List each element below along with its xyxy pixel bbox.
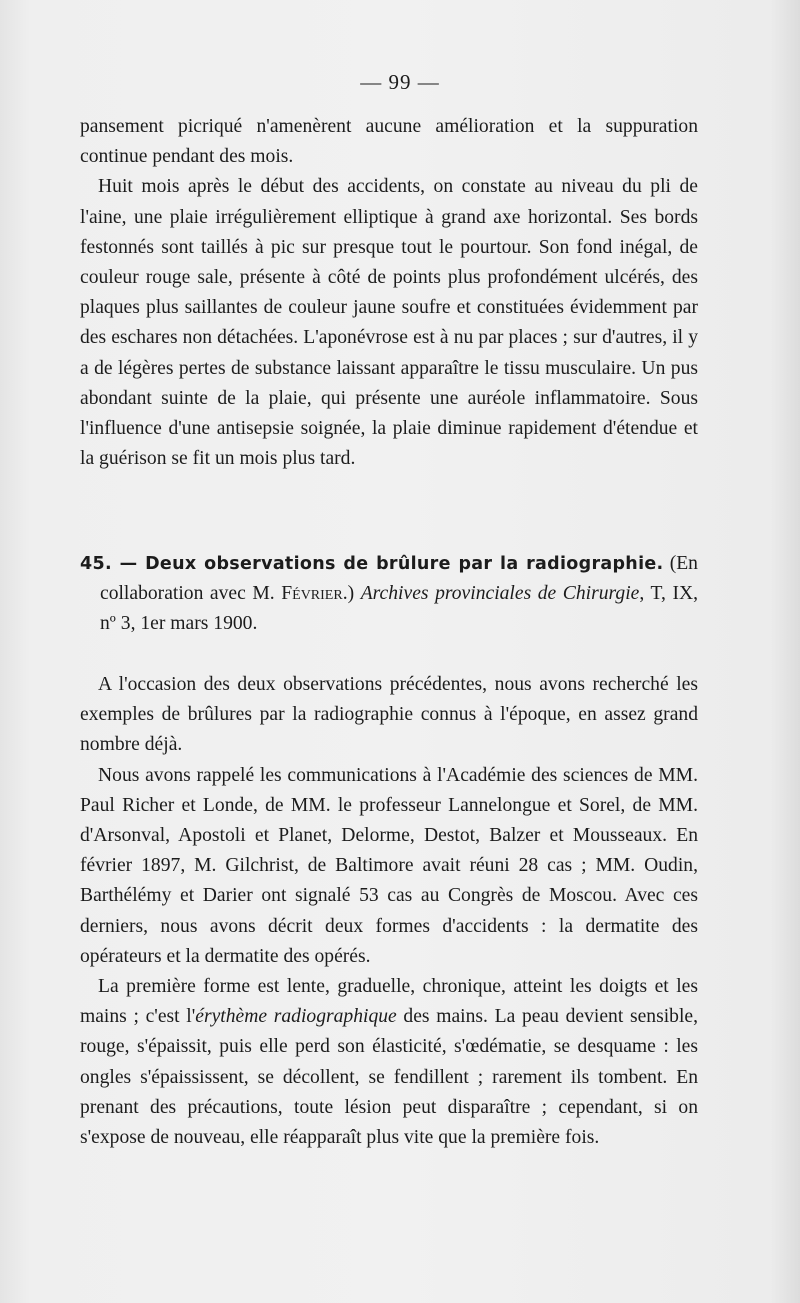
page-number: — 99 — (360, 70, 440, 94)
entry-number: 45. (80, 554, 112, 574)
paragraph: pansement picriqué n'amenèrent aucune amélioration et la suppuration continue pendant des mois. (80, 116, 698, 168)
paragraph-text: des mains. La peau devient sensible, rouge, s'épaissit, puis elle perd son élasticité, s'œdématie, se desquame : les ongles s'épaississent, se décollent, se fendillent ; rarement ils tombent. En prenant des précautions, toute lésion peut disparaître ; cependant, si on s'expose de nouveau, elle réapparaît plus vite que la première fois. (80, 1006, 698, 1149)
entry-title: Deux observations de brûlure par la radiographie. (145, 554, 664, 574)
entry-journal: Archives provinciales de Chirurgie (360, 583, 640, 605)
entry-collab-name: Février (281, 583, 343, 605)
entry-citation: , T, IX, nº 3, 1er mars 1900. (100, 583, 699, 635)
emphasis-term: érythème radiographique (195, 1006, 397, 1028)
paragraph (80, 972, 698, 1153)
entry-dash: — (111, 554, 146, 574)
section-1 (80, 112, 698, 474)
paragraph: Huit mois après le début des accidents, on constate au niveau du pli de l'aine, une plaie irrégulièrement elliptique à grand axe horizontal. Ses bords festonnés sont taillés à pic sur presque tout le pourtour. Son fond inégal, de couleur rouge sale, présente à côté de points plus profondément ulcérés, des plaques plus saillantes de couleur jaune soufre et constituées évidemment par des eschares non détachées. L'aponévrose est à nu par places ; sur d'autres, il y a de légères pertes de substance laissant apparaître le tissu musculaire. Un pus abondant suinte de la plaie, qui présente une auréole inflammatoire. Sous l'influence d'une antisepsie soignée, la plaie diminue rapidement d'étendue et la guérison se fit un mois plus tard. (80, 176, 698, 470)
paragraph: Nous avons rappelé les communications à l'Académie des sciences de MM. Paul Richer et Londe, de MM. le professeur Lannelongue et Sorel, de MM. d'Arsonval, Apostoli et Planet, Delorme, Destot, Balzer et Mousseaux. En février 1897, M. Gilchrist, de Baltimore avait réuni 28 cas ; MM. Oudin, Barthélémy et Darier ont signalé 53 cas au Congrès de Moscou. Avec ces derniers, nous avons décrit deux formes d'accidents : la dermatite des opérateurs et la dermatite des opérés. (80, 764, 698, 967)
bibliography-entry (80, 549, 698, 640)
entry-collab: (En collaboration avec M. (100, 553, 698, 605)
paragraph: A l'occasion des deux observations précédentes, nous avons recherché les exemples de brûlures par la radiographie connus à l'époque, en assez grand nombre déjà. (80, 674, 698, 756)
entry-collab-close: .) (342, 583, 361, 605)
paragraph-text: La première forme est lente, graduelle, chronique, atteint les doigts et les mains ; c'est l' (80, 976, 698, 1028)
section-2 (80, 670, 698, 1153)
